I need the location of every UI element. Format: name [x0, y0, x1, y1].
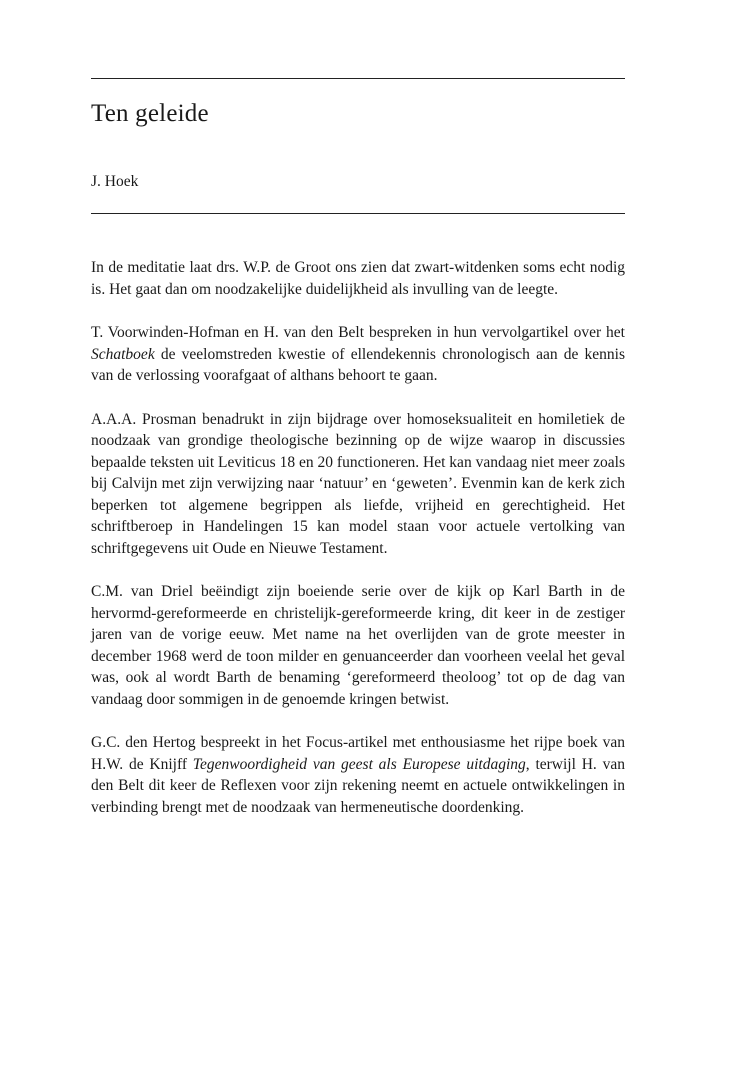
- paragraph-meditatie: In de meditatie laat drs. W.P. de Groot ons zien dat zwart-witdenken soms echt nodig is. Het gaat dan om noodzakelijke duidelijkheid als invulling van de leegte.: [91, 259, 625, 298]
- paragraph-text: , terwijl H. van den Belt dit keer de Reflexen voor zijn rekening neemt en actuele ontwikkelingen in verbinding brengt met de noodzaak van hermeneutische doordenking.: [91, 755, 625, 816]
- book-title: Tegenwoordigheid van geest als Europese uitdaging: [192, 755, 526, 773]
- paragraph-prosman: A.A.A. Prosman benadrukt in zijn bijdrage over homoseksualiteit en homiletiek de noodzaak van grondige theologische bezinning op de wijze waarop in discussies bepaalde teksten uit Leviticus 18 en 20 functioneren. Het kan vandaag niet meer zoals bij Calvijn met zijn verwijzing naar ‘natuur’ en ‘geweten’. Evenmin kan de kerk zich beperken tot algemene begrippen als liefde, vrijheid en gerechtigheid. Het schriftberoep in Handelingen 15 kan model staan voor actuele vertolking van schriftgegevens uit Oude en Nieuwe Testament.: [91, 410, 625, 557]
- book-title: Schatboek: [91, 345, 155, 363]
- header-bottom-rule: [91, 213, 625, 214]
- paragraph-schatboek: [91, 322, 625, 387]
- paragraph-text: de veelomstreden kwestie of ellendekennis chronologisch aan de kennis van de verlossing voorafgaat of althans behoort te gaan.: [91, 345, 625, 384]
- paragraph-den-hertog: [91, 732, 625, 818]
- top-rule: [91, 78, 625, 79]
- paragraph-text: G.C. den Hertog bespreekt in het Focus-artikel met enthousiasme het rijpe boek van H.W. de Knijff: [91, 734, 625, 773]
- author-name: J. Hoek: [91, 173, 139, 190]
- article-body: [91, 257, 625, 840]
- page-title: Ten geleide: [91, 100, 209, 127]
- paragraph-text: T. Voorwinden-Hofman en H. van den Belt bespreken in hun vervolgartikel over het: [91, 324, 625, 341]
- paragraph-van-driel: C.M. van Driel beëindigt zijn boeiende serie over de kijk op Karl Barth in de hervormd-gereformeerde en christelijk-gereformeerde kring, dit keer in de zestiger jaren van de vorige eeuw. Met name na het overlijden van de grote meester in december 1968 werd de toon milder en genuanceerder dan voorheen veelal het geval was, ook al wordt Barth de benaming ‘gereformeerd theoloog’ tot op de dag van vandaag door sommigen in de genoemde kringen betwist.: [91, 583, 625, 708]
